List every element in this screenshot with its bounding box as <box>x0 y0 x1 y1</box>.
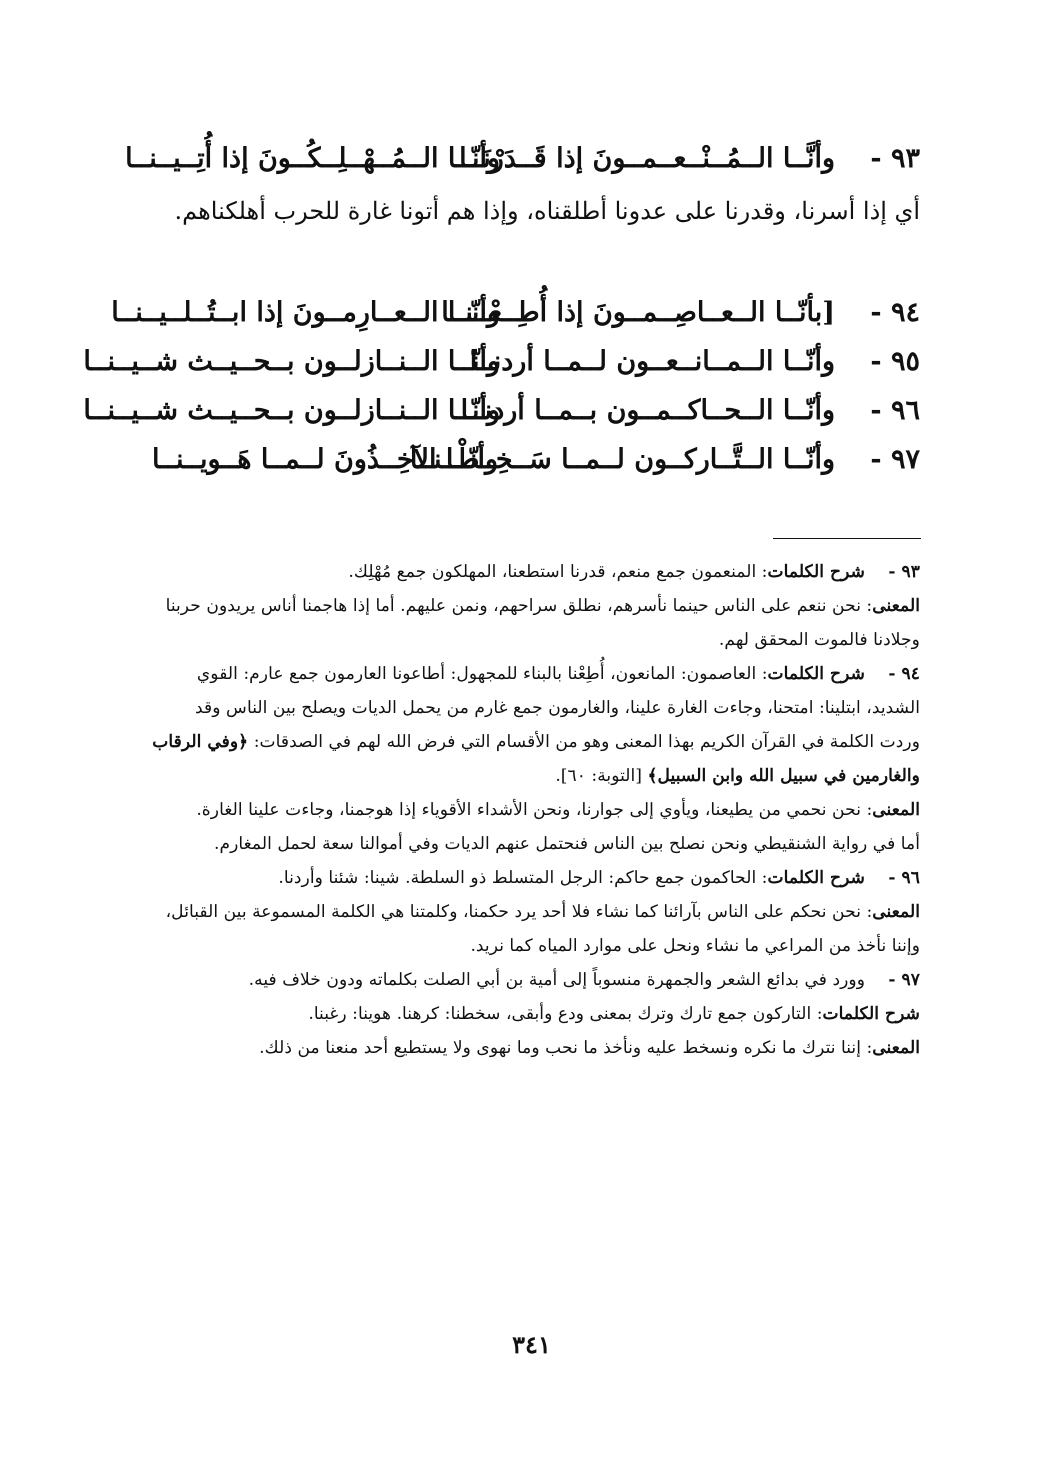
verse-number: ٩٧ - <box>870 444 920 475</box>
verse-second-hemistich: وأنّــا الــمُــهْــلِــكُــونَ إذا أُتِــيــنــا <box>125 143 500 174</box>
footnote-96 <box>150 861 920 963</box>
sharh-paragraph <box>150 555 865 589</box>
verse-number: ٩٥ - <box>870 346 920 377</box>
maana-label: المعنى <box>872 1038 920 1058</box>
verse-second-hemistich: وأنّــا الــعــارِمــونَ إذا ابــتُــلــيــنــا <box>111 297 500 328</box>
verse-97 <box>150 440 920 480</box>
footnote-body <box>150 963 865 997</box>
maana-paragraph <box>150 589 920 657</box>
sharh-text: : العاصمون: المانعون، أُطِعْنا بالبناء للمجهول: أطاعونا العارمون جمع عارم: القوي الشديد، ابتلينا: امتحنا، وجاءت الغارة علينا، والغارمون جمع غارم من يحمل الديات ويصلح بين الناس وقد وردت الكلمة في القرآن الكريم بهذا المعنى وهو من الأقسام التي فرض الله لهم في الصدقات: <box>195 664 920 752</box>
maana-paragraph <box>150 895 920 963</box>
verse-93 <box>125 139 920 179</box>
verse-first-hemistich: وأنّــا الــمــانــعــون لــمــا أردنــا <box>469 346 835 377</box>
maana-label: المعنى <box>872 800 920 820</box>
footnote-94 <box>150 657 920 861</box>
verse-first-hemistich: وأنّــا الــحــاكــمــون بــمــا أردنــا <box>460 395 835 426</box>
sharh-paragraph <box>150 997 920 1031</box>
sharh-label: شرح الكلمات <box>767 562 865 582</box>
maana-text: : إننا نترك ما نكره ونسخط عليه ونأخذ ما نحب وما نهوى ولا يستطيع أحد منعنا من ذلك. <box>259 1038 873 1058</box>
verse-94 <box>111 293 920 333</box>
verse-number: ٩٤ - <box>870 297 920 328</box>
verse-number: ٩٣ - <box>870 143 920 174</box>
page-number: ٣٤١ <box>512 1330 551 1359</box>
verse-first-hemistich: وأنّــا الــتَّــاركــون لــمــا سَــخِــطْــنــا <box>409 444 835 475</box>
maana-paragraph <box>150 1031 920 1065</box>
intro-paragraph: وورد في بدائع الشعر والجمهرة منسوباً إلى أمية بن أبي الصلت بكلماته ودون خلاف فيه. <box>248 970 865 990</box>
footnote-number: ٩٧ - <box>888 970 920 990</box>
verse-first-hemistich: وأنَّــا الــمُــنْــعــمــونَ إذا قَــدَرْنَــا <box>459 143 835 174</box>
maana-text: : نحن ننعم على الناس حينما نأسرهم، نطلق سراحهم، ونمن عليهم. أما إذا هاجمنا أناس يريدون حربنا وجلادنا فالموت المحقق لهم. <box>165 596 920 650</box>
maana-label: المعنى <box>872 902 920 922</box>
footnote-number: ٩٦ - <box>888 868 920 888</box>
sharh-label: شرح الكلمات <box>767 664 865 684</box>
sharh-text: : الحاكمون جمع حاكم: الرجل المتسلط ذو السلطة. شينا: شئنا وأردنا. <box>278 868 768 888</box>
sharh-paragraph <box>150 657 920 793</box>
quran-reference: [التوبة: ٦٠]. <box>555 766 648 786</box>
verse-first-hemistich: [بأنّــا الــعــاصِــمــونَ إذا أُطِــعْــنــا <box>441 297 835 328</box>
sharh-label: شرح الكلمات <box>767 868 865 888</box>
maana-label: المعنى <box>872 596 920 616</box>
maana-paragraph <box>150 793 920 827</box>
sharh-label: شرح الكلمات <box>822 1004 920 1024</box>
verse-93-explanation: أي إذا أسرنا، وقدرنا على عدونا أطلقناه، وإذا هم أتونا غارة للحرب أهلكناهم. <box>174 197 920 225</box>
verse-second-hemistich: وأنّــا الآخِــذُونَ لــمــا هَــويــنــا <box>152 444 498 475</box>
quran-quote: ﴿وفي الرقاب والغارمين في سبيل الله وابن السبيل﴾ <box>152 732 920 786</box>
footnotes <box>150 555 920 1065</box>
sharh-text: : التاركون جمع تارك وترك بمعنى ودع وأبقى، سخطنا: كرهنا. هوينا: رغبنا. <box>308 1004 823 1024</box>
verse-second-hemistich: وأنّــا الــنــازلــون بــحــيــث شــيــنــا <box>83 395 500 426</box>
footnote-number: ٩٤ - <box>888 664 920 684</box>
sharh-paragraph <box>150 861 865 895</box>
footnote-body <box>150 555 865 589</box>
riwaya-paragraph: أما في رواية الشنقيطي ونحن نصلح بين الناس فنحتمل عنهم الديات وفي أموالنا سعة لحمل المغارم. <box>213 834 920 854</box>
sharh-text: : المنعمون جمع منعم، قدرنا استطعنا، المهلكون جمع مُهْلِك. <box>348 562 768 582</box>
verse-96 <box>83 391 920 431</box>
footnote-number: ٩٣ - <box>888 562 920 582</box>
footnote-97 <box>150 963 920 1065</box>
footnote-body <box>150 861 865 895</box>
footnote-93 <box>150 555 920 657</box>
verse-95 <box>83 342 920 382</box>
verse-number: ٩٦ - <box>870 395 920 426</box>
maana-text: : نحن نحكم على الناس بآرائنا كما نشاء فلا أحد يرد حكمنا، وكلمتنا هي الكلمة المسموعة بين القبائل، وإننا نأخذ من المراعي ما نشاء ونحل على موارد المياه كما نريد. <box>165 902 920 956</box>
verse-second-hemistich: وأنّــا الــنــازلــون بــحــيــث شــيــنــا <box>83 346 500 377</box>
footnote-divider <box>773 538 921 539</box>
maana-text: : نحن نحمي من يطيعنا، ويأوي إلى جوارنا، ونحن الأشداء الأقوياء إذا هوجمنا، وجاءت علينا الغارة. <box>196 800 873 820</box>
